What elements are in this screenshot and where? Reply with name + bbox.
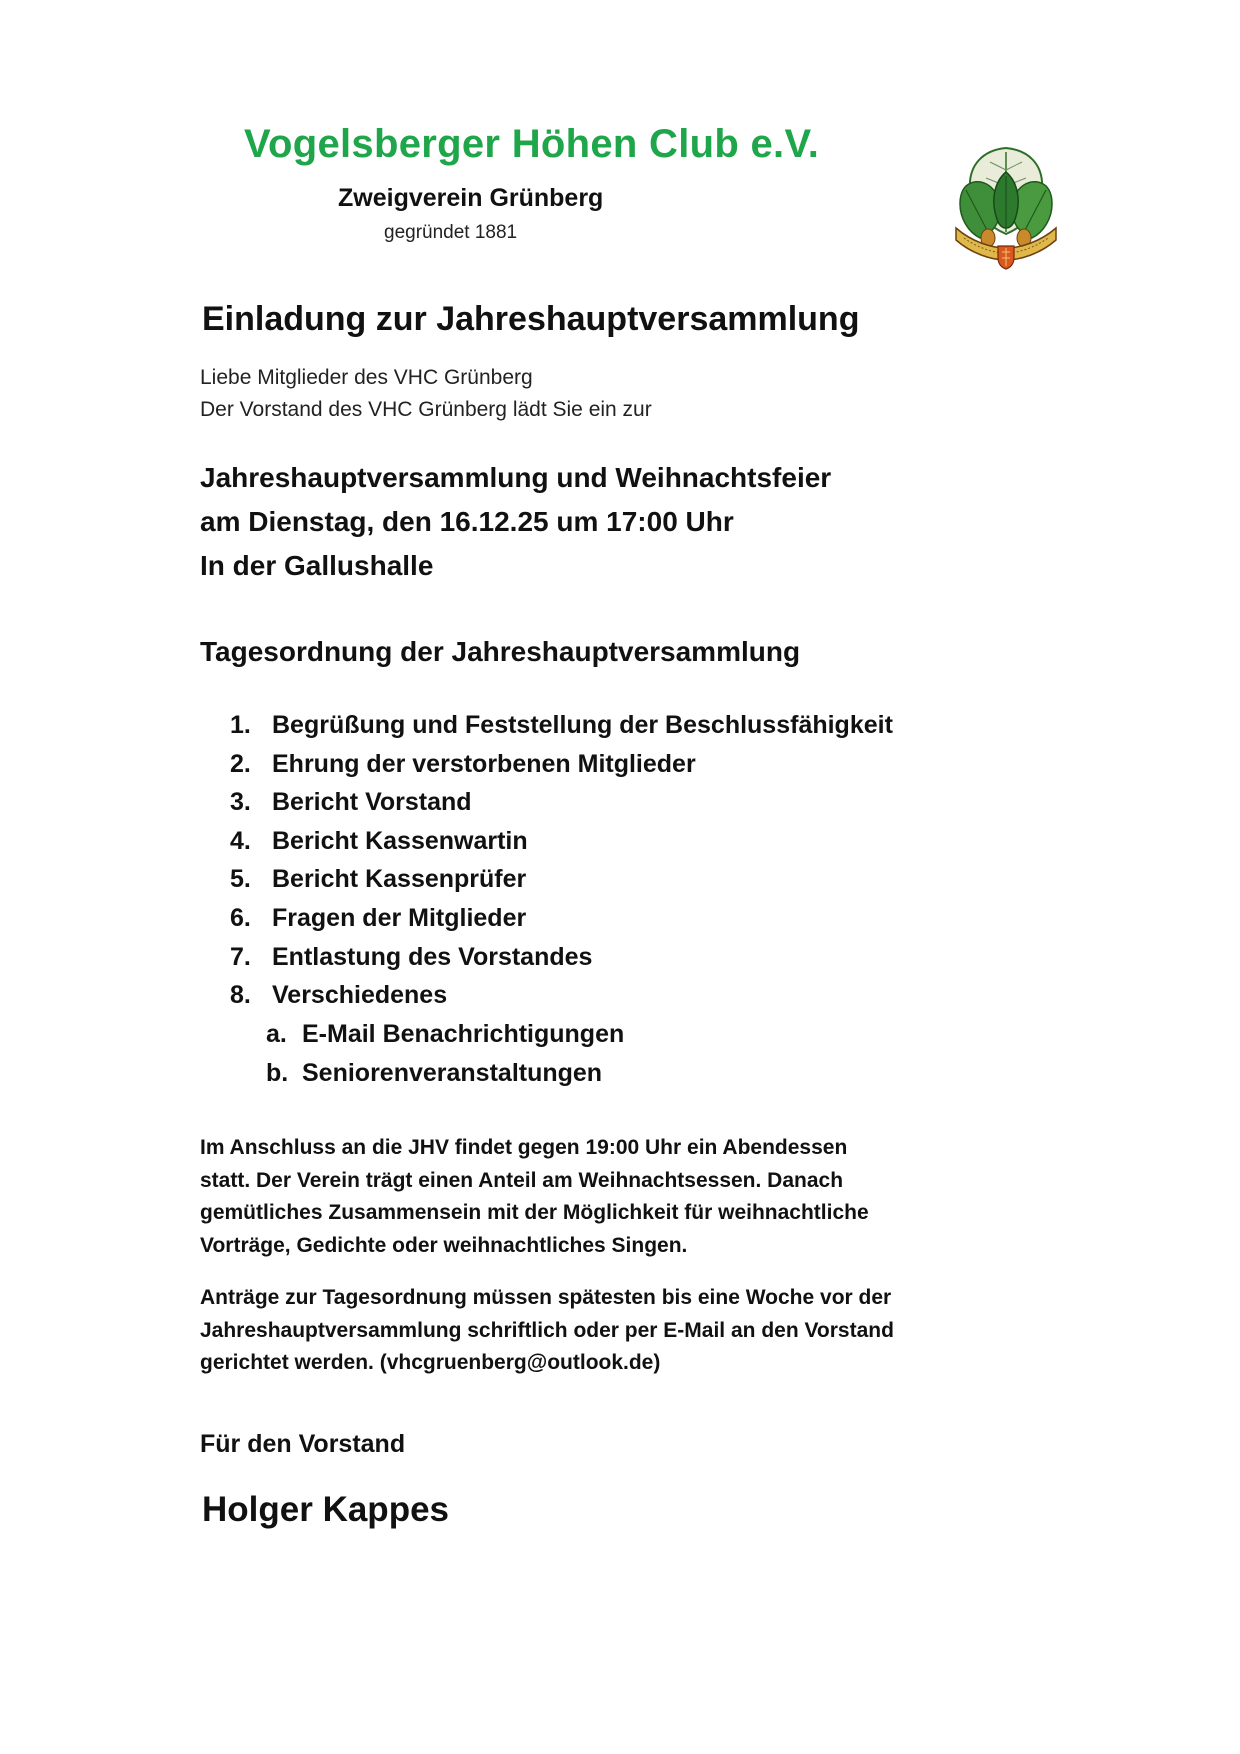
paragraph-line: Im Anschluss an die JHV findet gegen 19:00 Uhr ein Abendessen: [200, 1136, 848, 1159]
agenda-item-text: Fragen der Mitglieder: [272, 903, 527, 932]
agenda-item: [230, 899, 893, 938]
agenda-item-number: 8.: [230, 981, 251, 1010]
agenda-item-text: Bericht Vorstand: [272, 788, 472, 817]
agenda-item-number: 2.: [230, 749, 251, 778]
paragraph-line: gemütliches Zusammensein mit der Möglichkeit für weihnachtliche: [200, 1201, 869, 1224]
agenda-item: [230, 706, 893, 745]
agenda-item-number: 6.: [230, 903, 251, 932]
branch-name: Zweigverein Grünberg: [338, 184, 604, 212]
event-name: Jahreshauptversammlung und Weihnachtsfeier: [200, 462, 832, 493]
agenda-subitem-text: Seniorenveranstaltungen: [302, 1059, 603, 1088]
agenda-item: [230, 745, 893, 784]
agenda-subitem: [266, 1015, 893, 1055]
paragraph-line: gerichtet werden. (vhcgruenberg@outlook.de): [200, 1351, 661, 1374]
agenda-heading: Tagesordnung der Jahreshauptversammlung: [200, 636, 801, 667]
agenda-item-text: Bericht Kassenprüfer: [272, 865, 527, 894]
agenda-item: [230, 976, 893, 1094]
agenda-subitem-text: E-Mail Benachrichtigungen: [302, 1019, 625, 1048]
agenda-item-text: Verschiedenes: [272, 981, 448, 1010]
agenda-item: [230, 860, 893, 899]
agenda-item-text: Bericht Kassenwartin: [272, 826, 528, 855]
agenda-item: [230, 783, 893, 822]
agenda-item-text: Ehrung der verstorbenen Mitglieder: [272, 749, 696, 778]
agenda-item-number: 5.: [230, 865, 251, 894]
agenda-subitem-letter: a.: [266, 1019, 287, 1048]
club-name: Vogelsberger Höhen Club e.V.: [244, 122, 820, 166]
agenda-sublist: [266, 1015, 893, 1094]
closing-phrase: Für den Vorstand: [200, 1430, 406, 1458]
event-location: In der Gallushalle: [200, 550, 434, 581]
founded-date: gegründet 1881: [384, 222, 518, 243]
oak-leaves-emblem-icon: [952, 142, 1060, 270]
paragraph-line: Vorträge, Gedichte oder weihnachtliches Singen.: [200, 1233, 688, 1257]
event-details: [200, 456, 831, 588]
agenda-item-text: Begrüßung und Feststellung der Beschlussfähigkeit: [272, 711, 893, 739]
intro-line: Der Vorstand des VHC Grünberg lädt Sie ein zur: [200, 398, 652, 421]
agenda-item-number: 4.: [230, 826, 251, 855]
event-date: am Dienstag, den 16.12.25 um 17:00 Uhr: [200, 506, 734, 537]
paragraph-line: statt. Der Verein trägt einen Anteil am Weihnachtsessen. Danach: [200, 1168, 844, 1192]
agenda-item-text: Entlastung des Vorstandes: [272, 942, 593, 971]
dinner-paragraph: [200, 1132, 869, 1262]
agenda-item-number: 7.: [230, 942, 251, 971]
motions-paragraph: [200, 1282, 894, 1380]
paragraph-line: Jahreshauptversammlung schriftlich oder per E-Mail an den Vorstand: [200, 1318, 894, 1342]
intro-text: [200, 362, 652, 426]
agenda-list: [230, 706, 893, 1094]
agenda-item-number: 1.: [230, 711, 251, 739]
agenda-item: [230, 822, 893, 861]
agenda-item: [230, 938, 893, 977]
intro-line: Liebe Mitglieder des VHC Grünberg: [200, 366, 533, 389]
agenda-subitem: [266, 1054, 893, 1094]
paragraph-line: Anträge zur Tagesordnung müssen spätesten bis eine Woche vor der: [200, 1286, 892, 1309]
signature-name: Holger Kappes: [202, 1490, 449, 1529]
agenda-subitem-letter: b.: [266, 1059, 289, 1088]
agenda-item-number: 3.: [230, 788, 251, 817]
page-title: Einladung zur Jahreshauptversammlung: [202, 300, 860, 338]
